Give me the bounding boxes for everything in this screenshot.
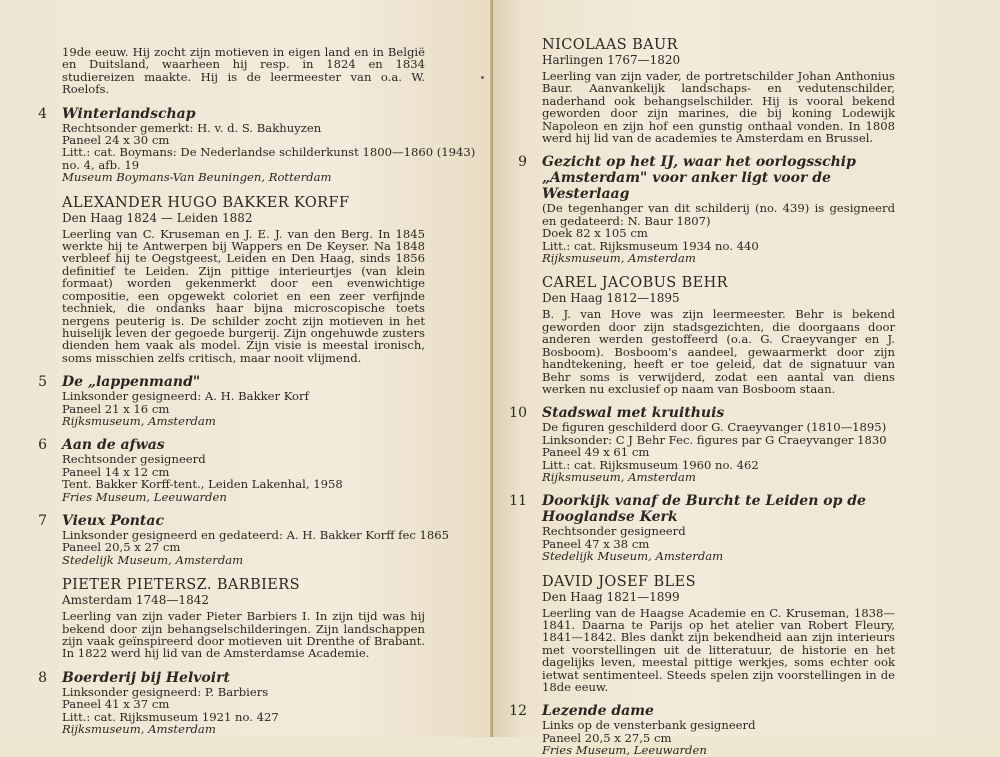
- entry-number: 9: [518, 154, 527, 171]
- entry-line: Paneel 47 x 38 cm: [542, 536, 650, 551]
- entry-title: De „lappenmand": [62, 374, 201, 391]
- artist-section: [505, 274, 895, 395]
- entry-line: Litt.: cat. Rijksmuseum 1921 no. 427: [62, 709, 279, 724]
- left-page: [0, 0, 493, 737]
- entry-number: 12: [509, 703, 527, 720]
- intro-paragraph: 19de eeuw. Hij zocht zijn motieven in eigen land en in België en Duitsland, waarheen hij resp. in 1824 en 1834 studiereizen maakte. Hij is de leermeester van o.a. W. Roelofs.: [62, 45, 425, 97]
- entry-number: 10: [509, 405, 527, 422]
- left-column: [25, 40, 476, 737]
- entry-line: Paneel 14 x 12 cm: [62, 464, 170, 479]
- entry-line: De figuren geschilderd door G. Craeyvanger (1810—1895): [542, 420, 887, 435]
- entry-title: Stadswal met kruithuis: [542, 405, 725, 422]
- artist-section: [25, 194, 425, 364]
- entry-line: Paneel 24 x 30 cm: [62, 133, 170, 148]
- entry-line: Paneel 20,5 x 27,5 cm: [542, 730, 672, 745]
- right-page: [493, 0, 1000, 757]
- entry-line: no. 4, afb. 19: [62, 157, 140, 172]
- catalog-entry-8: [25, 670, 425, 736]
- entry-line: Tent. Bakker Korff-tent., Leiden Lakenhal, 1958: [62, 477, 343, 492]
- catalog-entry-6: [25, 437, 425, 503]
- entry-line: Litt.: cat. Boymans: De Nederlandse schilderkunst 1800—1860 (1943): [62, 145, 476, 160]
- artist-biography: B. J. van Hove was zijn leermeester. Behr is bekend geworden door zijn stadsgezichten, die doorgaans door anderen werden gestoffeerd (o.a. G. Craeyvanger en J. Bosboom). Bosboom's aandeel, gewaarmerkt door zijn handtekening, heeft er toe geleid, dat de signatuur van Behr soms is verwijderd, zodat een aantal van diens werken nu exclusief op naam van Bosboom staan.: [542, 307, 895, 396]
- entry-museum: Fries Museum, Leeuwarden: [62, 489, 227, 504]
- artist-life-dates: Den Haag 1824 — Leiden 1882: [62, 210, 253, 225]
- artist-name: PIETER PIETERSZ. BARBIERS: [62, 577, 300, 594]
- entry-line: Doek 82 x 105 cm: [542, 226, 648, 241]
- entry-line: Links op de vensterbank gesigneerd: [542, 718, 756, 733]
- entry-title: Vieux Pontac: [62, 512, 164, 529]
- catalog-entry-7: [25, 512, 449, 567]
- entry-title: Doorkijk vanaf de Burcht te Leiden op de Hooglandse Kerk: [542, 493, 866, 526]
- entry-line: Litt.: cat. Rijksmuseum 1960 no. 462: [542, 457, 759, 472]
- entry-museum: Fries Museum, Leeuwarden: [542, 743, 707, 757]
- right-column: [505, 36, 895, 757]
- catalog-entry-12: [505, 703, 895, 756]
- entry-line: Rechtsonder gesigneerd: [62, 452, 206, 467]
- entry-museum: Rijksmuseum, Amsterdam: [542, 469, 696, 484]
- artist-life-dates: Den Haag 1821—1899: [542, 589, 680, 604]
- artist-life-dates: Amsterdam 1748—1842: [62, 593, 209, 608]
- entry-line: Paneel 41 x 37 cm: [62, 697, 170, 712]
- entry-number: 8: [38, 669, 47, 686]
- artist-life-dates: Harlingen 1767—1820: [542, 53, 681, 67]
- catalog-entry-4: [25, 105, 476, 185]
- catalog-entry-9: [505, 154, 895, 264]
- entry-number: 11: [509, 493, 527, 510]
- entry-line: Rechtsonder gesigneerd: [542, 524, 686, 539]
- artist-section: [505, 573, 895, 694]
- artist-life-dates: Den Haag 1812—1895: [542, 291, 680, 306]
- entry-museum: Museum Boymans-Van Beuningen, Rotterdam: [62, 170, 332, 185]
- entry-line: Paneel 21 x 16 cm: [62, 401, 170, 416]
- artist-name: ALEXANDER HUGO BAKKER KORFF: [62, 194, 350, 211]
- artist-biography: Leerling van de Haagse Academie en C. Kruseman, 1838—1841. Daarna te Parijs op het atelier van Robert Fleury, 1841—1842. Bles dankt zijn bekendheid aan zijn interieurs met voorstellingen uit de litteratuur, de historie en het dagelijks leven, meestal pittige werkjes, soms echter ook ietwat sentimenteel. Steeds spelen zijn voorstellingen in de 18de eeuw.: [542, 605, 895, 694]
- artist-biography: Leerling van C. Kruseman en J. E. J. van den Berg. In 1845 werkte hij te Antwerpen bij Wappers en De Keyser. Na 1848 verbleef hij te Oegstgeest, Leiden en Den Haag, sinds 1856 definitief te Leiden. Zijn pittige interieurtjes (van klein formaat) worden gekenmerkt door een evenwichtige compositie, een opgewekt coloriet en een zeer verfijnde techniek, die ondanks haar bijna microscopische toets nergens peuterig is. De schilder zocht zijn motieven in het huiselijk leven der gegoede burgerij. Zijn ongehuwde zusters dienden hem vaak als model. Zijn visie is meestal ironisch, soms misschien zelfs critisch, maar nooit vlijmend.: [62, 226, 425, 365]
- entry-title: Aan de afwas: [62, 437, 165, 454]
- entry-museum: Rijksmuseum, Amsterdam: [542, 251, 696, 266]
- entry-line: Litt.: cat. Rijksmuseum 1934 no. 440: [542, 238, 759, 253]
- entry-museum: Stedelijk Museum, Amsterdam: [542, 549, 724, 564]
- artist-section: [505, 36, 895, 144]
- entry-line: Linksonder gesigneerd: P. Barbiers: [62, 684, 269, 699]
- entry-line: Linksonder gesigneerd en gedateerd: A. H. Bakker Korff fec 1865: [62, 527, 449, 542]
- entry-title: Gezicht op het IJ, waar het oorlogsschip „Amsterdam" voor anker ligt voor de Westerlaag: [542, 154, 856, 203]
- entry-title: Winterlandschap: [62, 105, 196, 122]
- artist-name: DAVID JOSEF BLES: [542, 573, 696, 590]
- artist-biography: Leerling van zijn vader Pieter Barbiers I. In zijn tijd was hij bekend door zijn behangselschilderingen. Zijn landschappen zijn vaak geïnspireerd door motieven uit Drenthe of Brabant. In 1822 werd hij lid van de Amsterdamse Academie.: [62, 609, 425, 661]
- entry-number: 5: [38, 374, 47, 391]
- entry-line: Linksonder gesigneerd: A. H. Bakker Korf: [62, 389, 309, 404]
- entry-museum: Stedelijk Museum, Amsterdam: [62, 552, 244, 567]
- artist-name: CAREL JACOBUS BEHR: [542, 275, 728, 292]
- artist-biography: Leerling van zijn vader, de portretschilder Johan Anthonius Baur. Aanvankelijk landschaps- en vedutenschilder, naderhand ook behangselschilder. Hij is vooral bekend geworden door zijn marines, die bij koning Lodewijk Napoleon en zijn hof een gunstig onthaal vonden. In 1808 werd hij lid van de academies te Amsterdam en Brussel.: [542, 69, 895, 146]
- catalog-entry-11: [505, 493, 895, 562]
- entry-number: 6: [38, 437, 47, 454]
- entry-line: (De tegenhanger van dit schilderij (no. 439) is gesigneerd en gedateerd: N. Baur 1807): [542, 201, 895, 228]
- entry-number: 4: [38, 105, 47, 122]
- entry-line: Paneel 20,5 x 27 cm: [62, 540, 181, 555]
- artist-name: NICOLAAS BAUR: [542, 37, 678, 53]
- entry-line: Rechtsonder gemerkt: H. v. d. S. Bakhuyzen: [62, 120, 322, 135]
- artist-section: [25, 576, 425, 660]
- entry-line: Paneel 49 x 61 cm: [542, 445, 650, 460]
- entry-line: Linksonder: C J Behr Fec. figures par G Craeyvanger 1830: [542, 432, 887, 447]
- entry-number: 7: [38, 512, 47, 529]
- entry-museum: Rijksmuseum, Amsterdam: [62, 722, 216, 737]
- catalog-entry-10: [505, 405, 895, 483]
- entry-title: Boerderij bij Helvoirt: [62, 669, 230, 686]
- entry-museum: Rijksmuseum, Amsterdam: [62, 413, 216, 428]
- catalog-entry-5: [25, 374, 425, 427]
- paper-speck: [481, 76, 484, 79]
- entry-title: Lezende dame: [542, 703, 654, 720]
